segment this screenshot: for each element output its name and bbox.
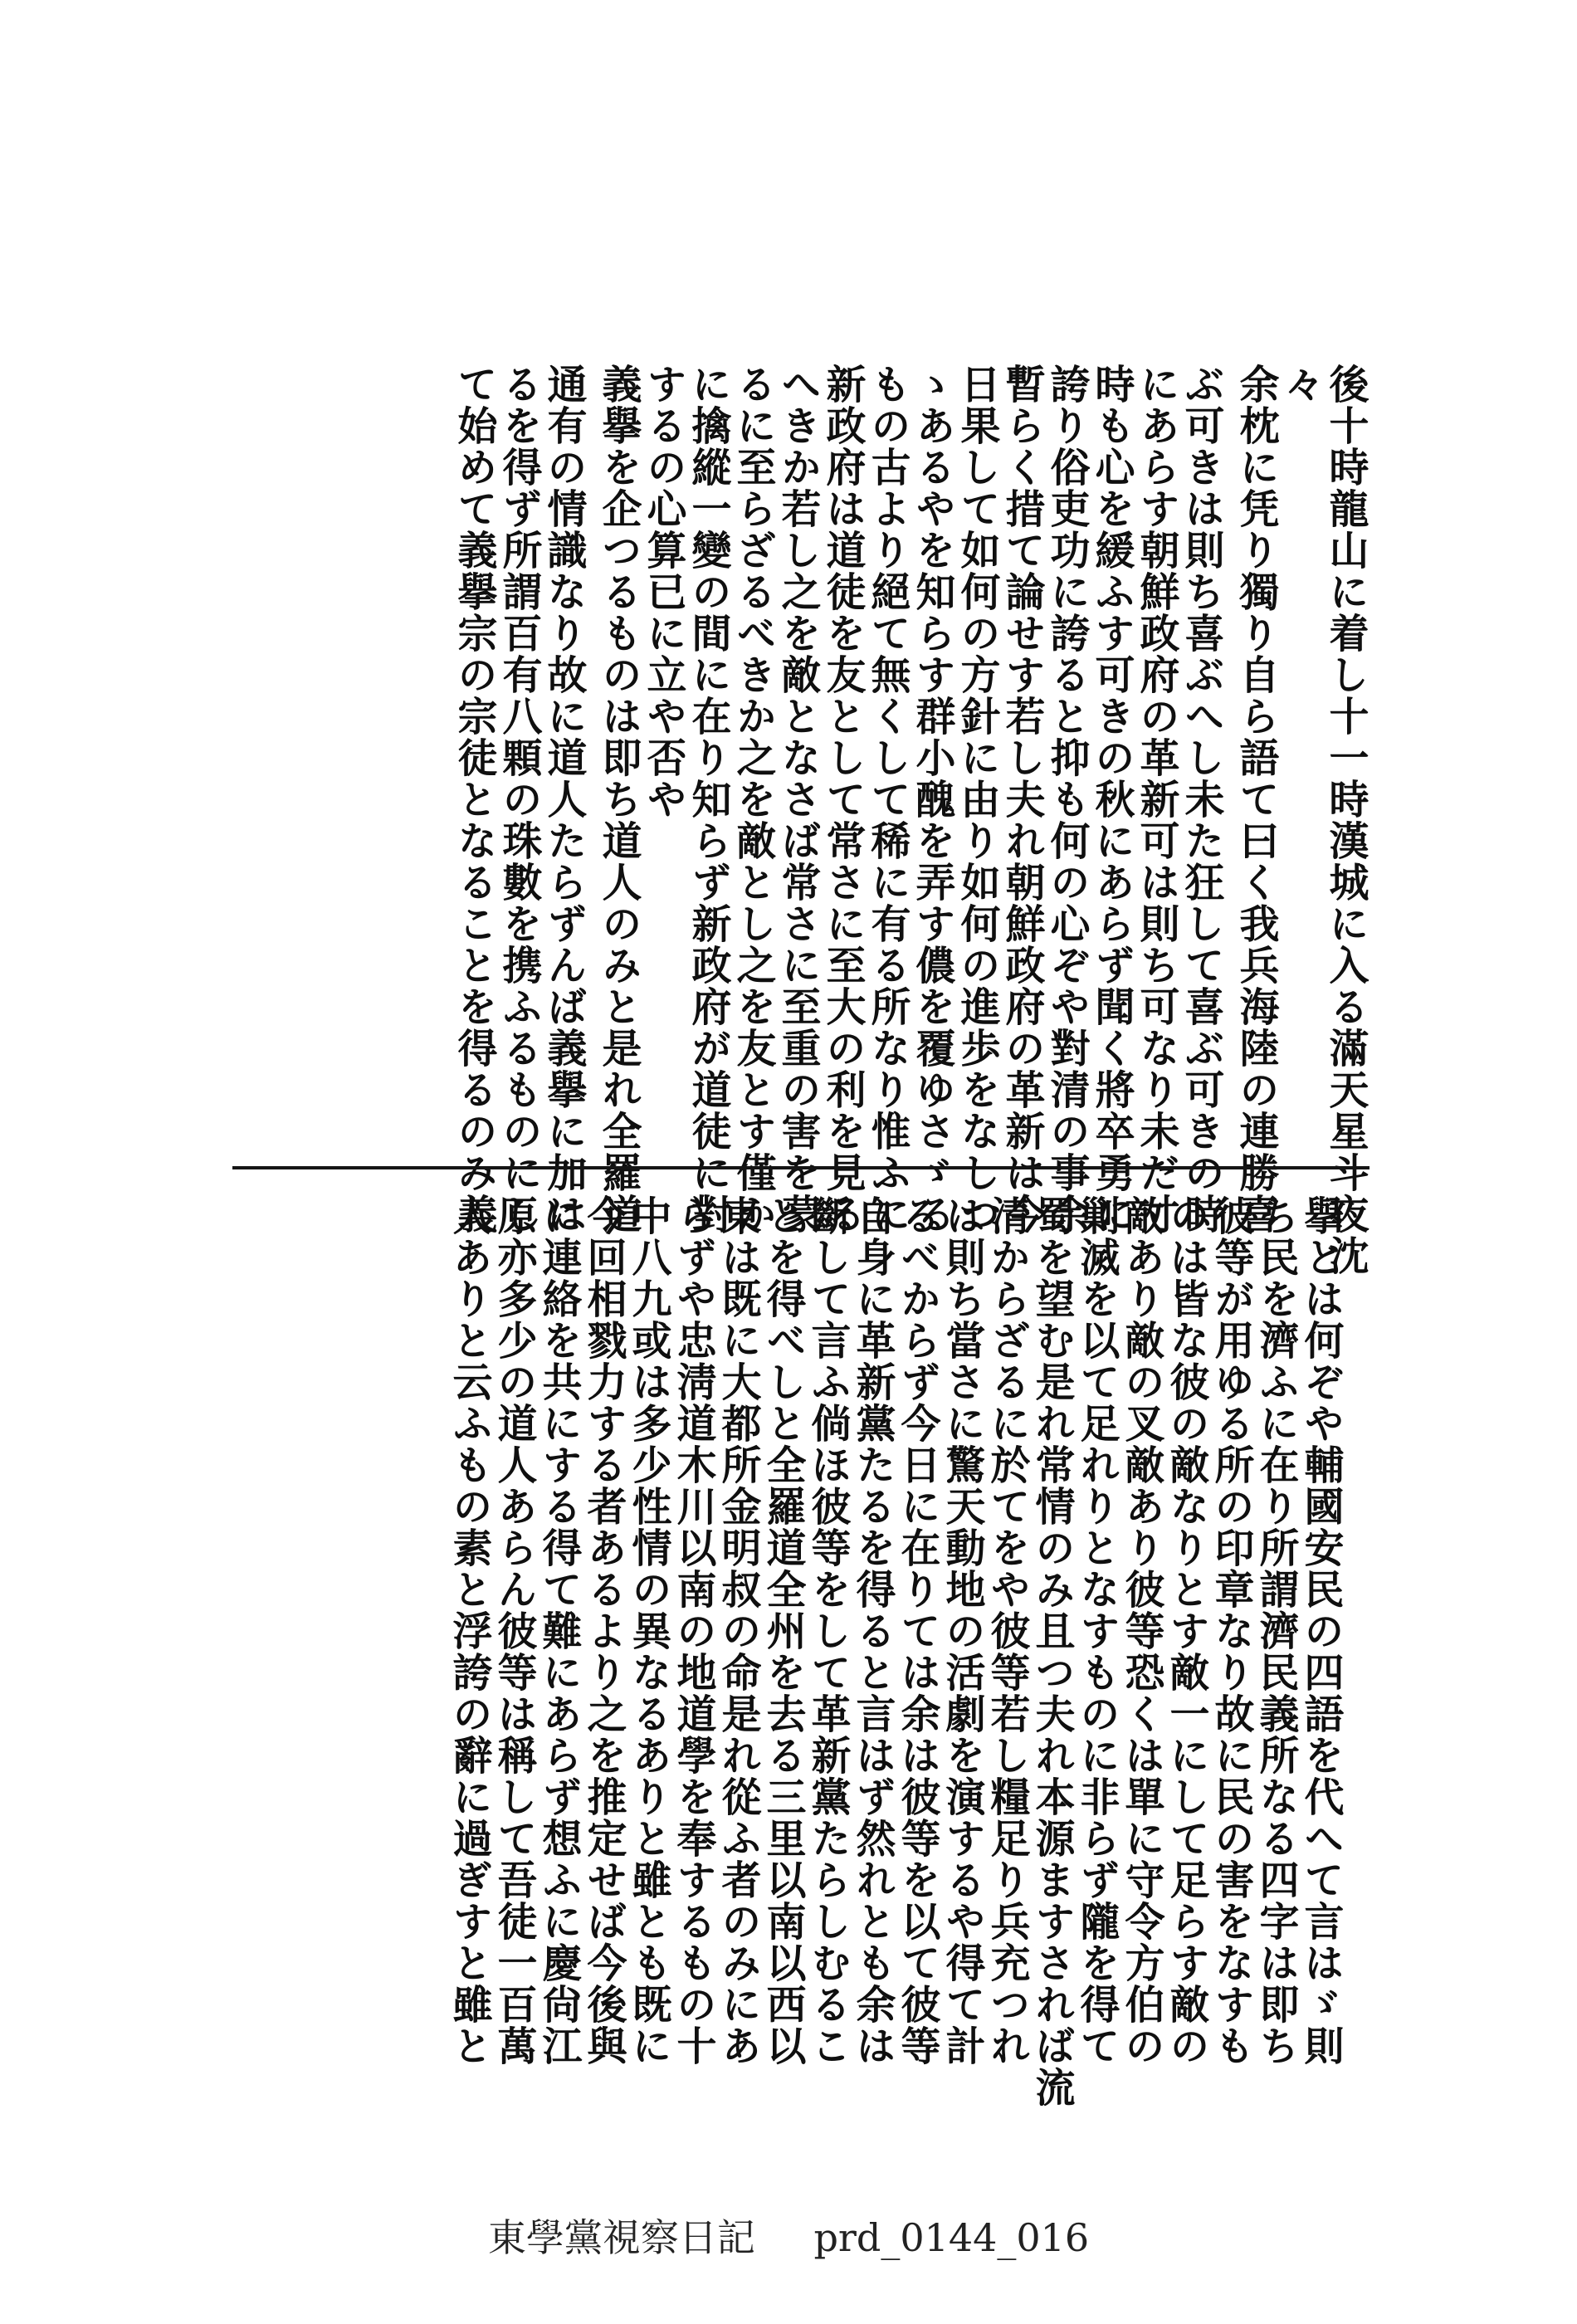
text-column: 新政府は道徒を友として常さに至大の利を見る <box>819 364 866 1235</box>
text-column: 清からざるに於てをや彼等若し糧足り兵充つれ <box>984 1195 1030 2067</box>
text-column: にあらす朝鮮政府の革新可は則ち可なり未だ寸 <box>1133 364 1179 1235</box>
text-column: 々 <box>1277 364 1324 405</box>
text-column: 東は既に大都所金明叔の命是れ從ふ者のみにあ <box>715 1195 761 2067</box>
text-column: ぶ可きは則ち喜ぶへし未た狂して喜ぶ可きの時 <box>1178 364 1224 1235</box>
text-column: るべからず今日に在りては余は彼等を以て彼等 <box>894 1195 940 2067</box>
text-column: に擒縱一變の間に在り知らず新政府が道徒に對 <box>685 364 731 1235</box>
text-column: 日果して如何の方針に由り如何の進歩をなしつ <box>954 364 1000 1235</box>
text-column: 時も心を緩ふす可きの秋にあらず聞く將卒勇に <box>1088 364 1135 1235</box>
text-column: 今回相戮力する者あるより之を推定せば今後與 <box>580 1195 627 2067</box>
text-column: るに至らざるべきか之を敵とし之を友とす僅か <box>730 364 776 1235</box>
page-footer <box>0 2208 1577 2263</box>
text-column: のは皆な彼の敵なりとす敵一にして足らす敵の <box>1163 1195 1209 2067</box>
text-column: もの古より絕て無くして稀に有る所なり惟ふに <box>864 364 911 1235</box>
text-column: 後十時龍山に着し十一時漢城に入る滿天星斗夜沈 <box>1322 364 1369 1277</box>
text-column: 蜀を望む是れ常情のみ且つ夫れ本源ますされば流 <box>1028 1195 1075 2108</box>
page-identifier: prd_0144_016 <box>813 2215 1090 2260</box>
text-column: て始めて義擧宗の宗徒となることを得るのみ義 <box>451 364 497 1235</box>
text-column: 擧とは何ぞや輔國安民の四語を代へて言はゞ則 <box>1297 1195 1344 2067</box>
section-divider <box>232 1166 1370 1169</box>
text-column: 余枕に凭り獨り自ら語て曰く我兵海陸の連勝喜 <box>1233 364 1279 1235</box>
text-column: は則ち當さに驚天動地の活劇を演するや得て計 <box>939 1195 985 2067</box>
text-column: ゝあるやを知らす群小醜を弄す儂を覆ゆさゞる <box>909 364 955 1235</box>
text-column: 誇り俗吏功に誇ると抑も何の心ぞや對清の事余 <box>1043 364 1090 1235</box>
text-column: へきか若し之を敵となさば常さに至重の害を蒙 <box>774 364 821 1235</box>
text-column: 敵あり敵の叉敵あり彼等恐くは單に守令方伯の <box>1118 1195 1164 2067</box>
text-column: するの心算已に立や否や <box>640 364 686 820</box>
document-title: 東學黨視察日記 <box>487 2215 755 2260</box>
text-column: ち民を濟ふに在り所謂濟民義所なる四字は即ち <box>1252 1195 1299 2067</box>
text-column: 原亦多少の道人あらん彼等は稱して吾徒一百萬 <box>491 1195 537 2067</box>
text-column: 剿滅を以て足れりとなすものに非らず隴を得て <box>1073 1195 1120 2067</box>
text-column: 義擧を企つるものは即ち道人のみと是れ全羅道 <box>595 364 642 1235</box>
lower-text-block <box>187 1195 1344 2108</box>
text-column: に連絡を共にする得て難にあらず想ふに慶尙江 <box>535 1195 582 2067</box>
text-column: るを得ず所謂百有八顆の珠數を携ふるものにし <box>496 364 542 1235</box>
text-column: 人ありと云ふもの素と浮誇の辭に過ぎすと雖と <box>446 1195 492 2067</box>
text-column: 自身に革新黨たるを得ると言はず然れとも余は <box>849 1195 896 2067</box>
upper-text-block <box>212 364 1369 1277</box>
text-column: とを得べしと全羅道全州を去る三里以南以西以 <box>759 1195 806 2067</box>
text-column: 彼等が用ゆる所の印章なり故に民の害をなすも <box>1208 1195 1254 2067</box>
text-column: 暫らく措て論せす若し夫れ朝鮮政府の革新は今 <box>998 364 1045 1235</box>
text-column: 通有の情識なり故に道人たらずんば義擧に加は <box>540 364 587 1235</box>
text-column: 斷して言ふ倘ほ彼等をして革新黨たらしむるこ <box>804 1195 851 2067</box>
text-column: 中八九或は多少性情の異なるありと雖とも既に <box>625 1195 671 2067</box>
text-column: らずや忠淸道木川以南の地道學を奉するもの十 <box>670 1195 716 2067</box>
